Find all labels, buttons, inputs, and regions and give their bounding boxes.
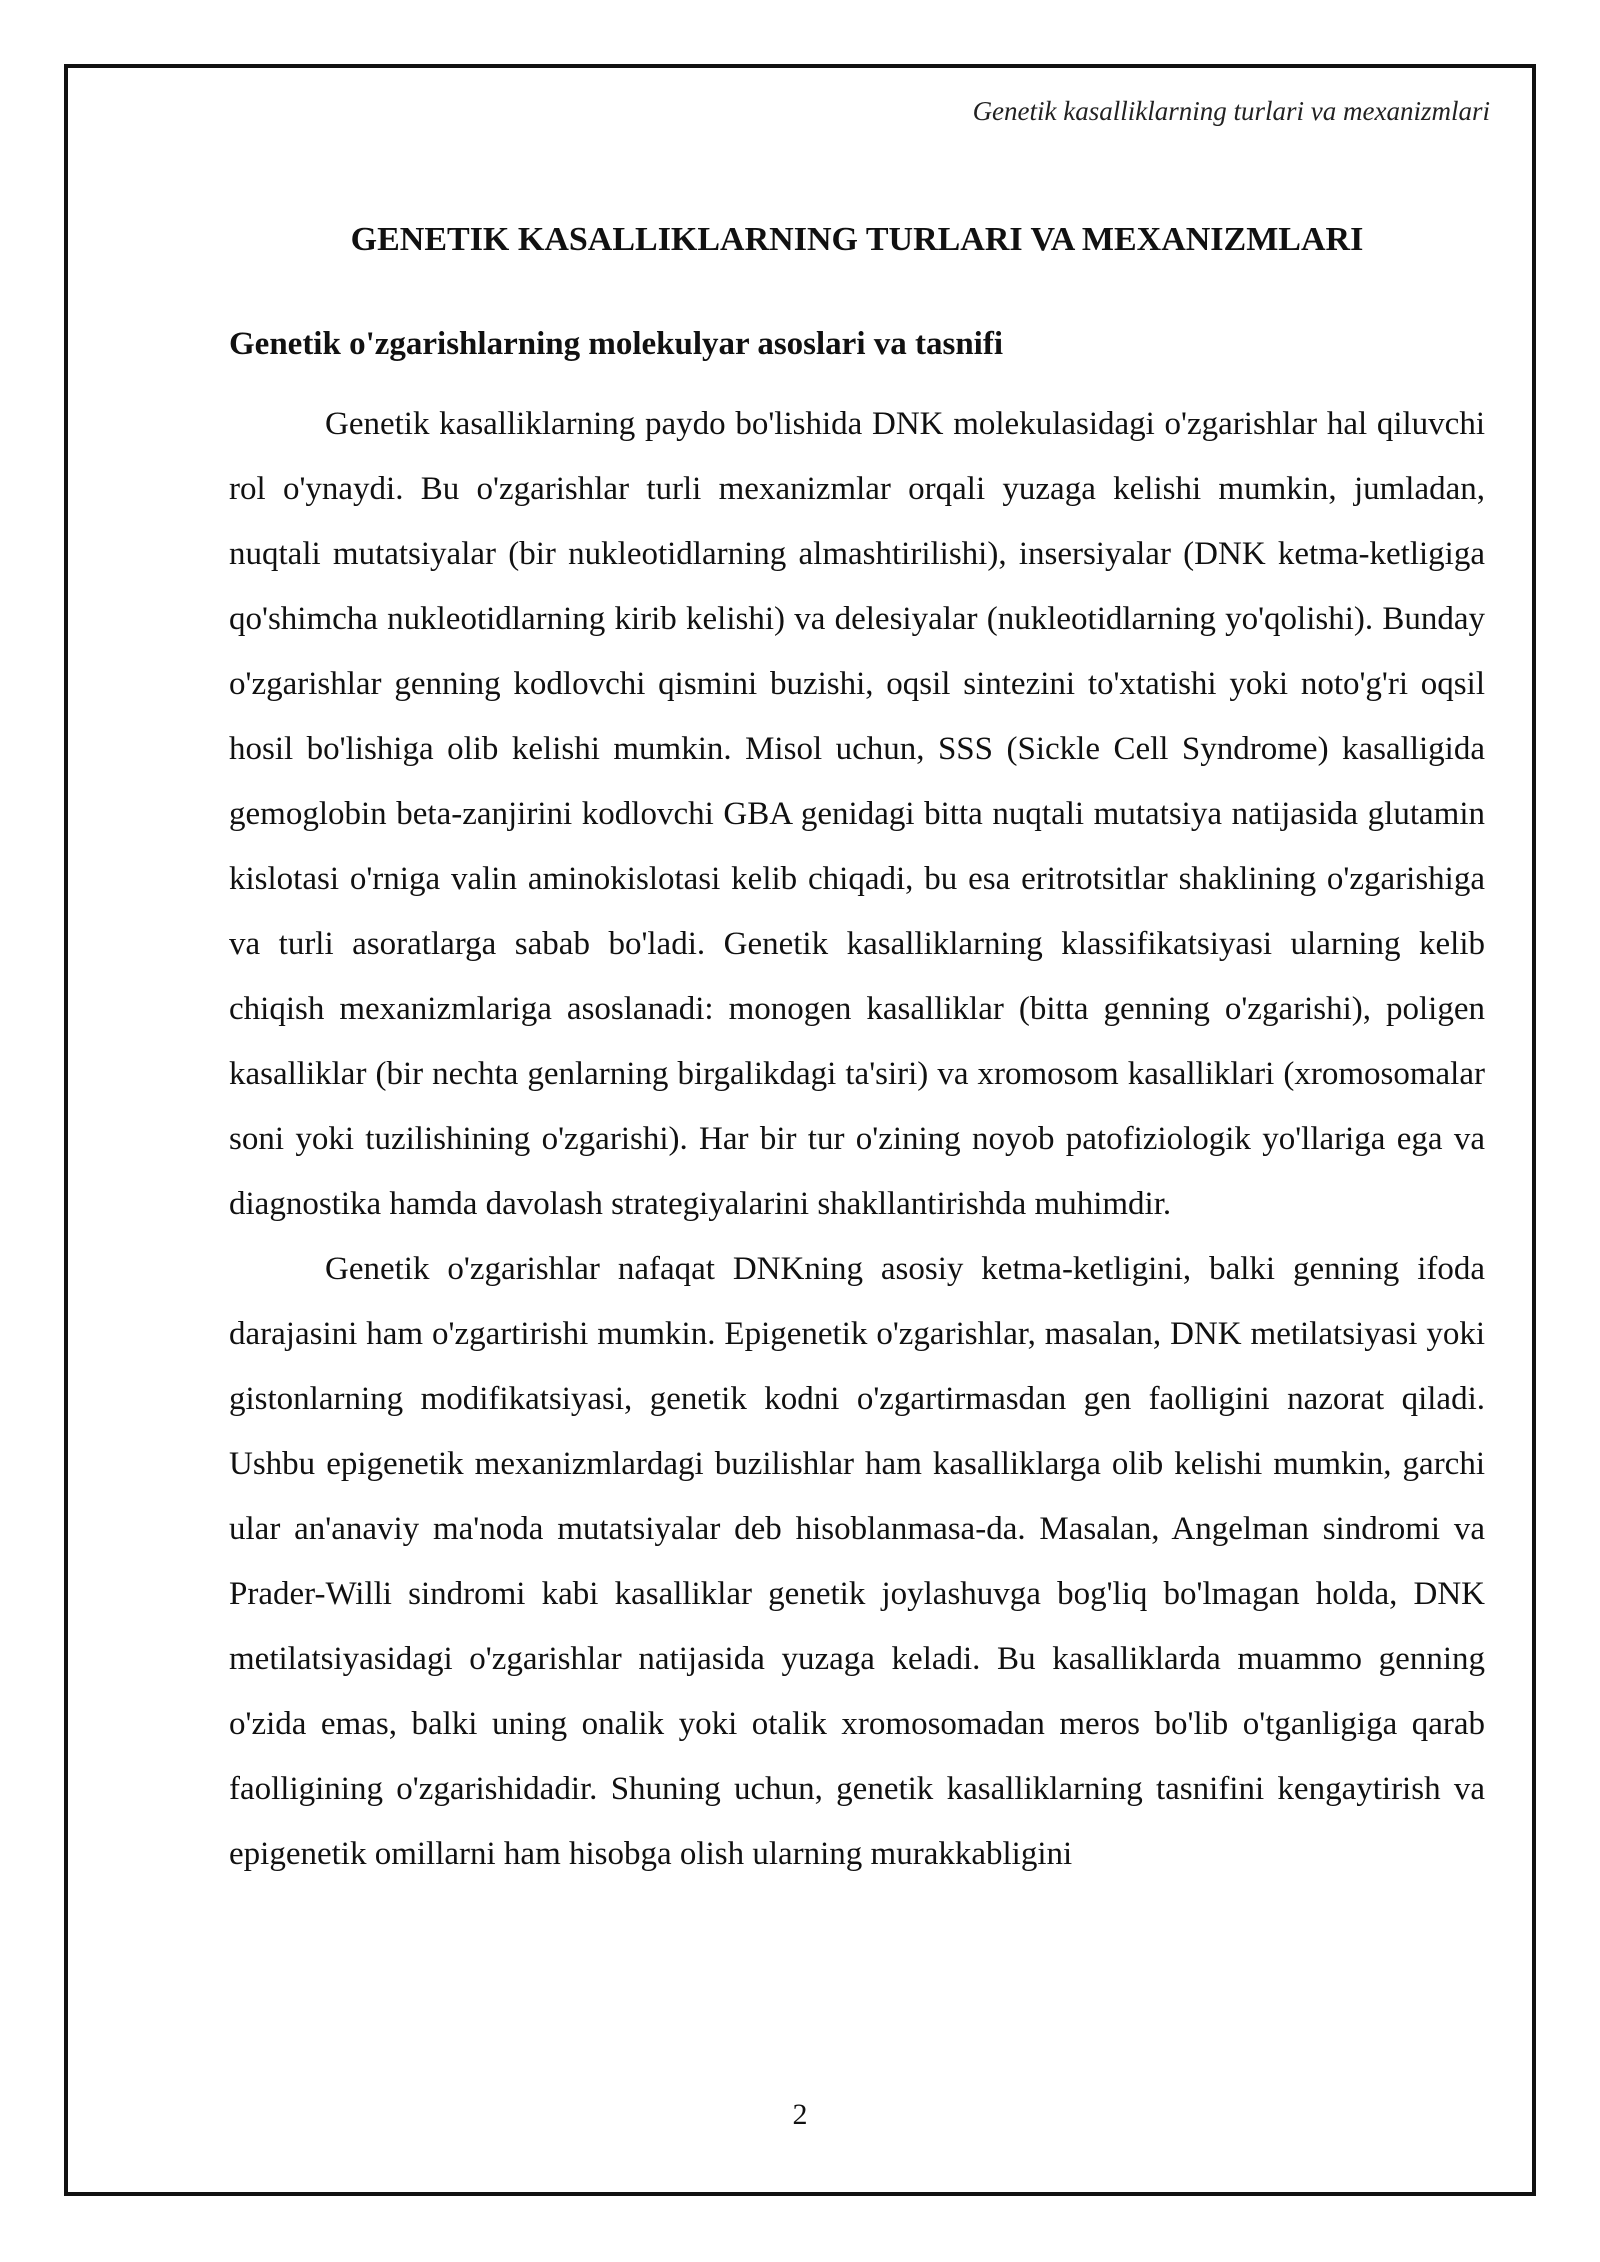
page-number: 2	[792, 2098, 808, 2131]
paragraph-1: Genetik kasalliklarning paydo bo'lishida DNK molekulasidagi o'zgarishlar hal qiluvchi rol o'ynaydi. Bu o'zgarishlar turli mexanizmlar orqali yuzaga kelishi mumkin, jumladan, nuqtali mutatsiyalar (bir nukleotidlarning almashtirilishi), insersiyalar (DNK ketma-ketligiga qo'shimcha nukleotidlarning kirib kelishi) va delesiyalar (nukleotidlarning yo'qolishi). Bunday o'zgarishlar genning kodlovchi qismini buzishi, oqsil sintezini to'xtatishi yoki noto'g'ri oqsil hosil bo'lishiga olib kelishi mumkin. Misol uchun, SSS (Sickle Cell Syndrome) kasalligida gemoglobin beta-zanjirini kodlovchi GBA genidagi bitta nuqtali mutatsiya natijasida glutamin kislotasi o'rniga valin aminokislotasi kelib chiqadi, bu esa eritrotsitlar shaklining o'zgarishiga va turli asoratlarga sabab bo'ladi. Genetik kasalliklarning klassifikatsiyasi ularning kelib chiqish mexanizmlariga asoslanadi: monogen kasalliklar (bitta genning o'zgarishi), poligen kasalliklar (bir nechta genlarning birgalikdagi ta'siri) va xromosom kasalliklari (xromosomalar soni yoki tuzilishining o'zgarishi). Har bir tur o'zining noyob patofiziologik yo'llariga ega va diagnostika hamda davolash strategiyalarini shakllantirishda muhimdir.	[229, 406, 1485, 1222]
paragraph-2: Genetik o'zgarishlar nafaqat DNKning asosiy ketma-ketligini, balki genning ifoda darajasini ham o'zgartirishi mumkin. Epigenetik o'zgarishlar, masalan, DNK metilatsiyasi yoki gistonlarning modifikatsiyasi, genetik kodni o'zgartirmasdan gen faolligini nazorat qiladi. Ushbu epigenetik mexanizmlardagi buzilishlar ham kasalliklarga olib kelishi mumkin, garchi ular an'anaviy ma'noda mutatsiyalar deb hisoblanmasa-da. Masalan, Angelman sindromi va Prader-Willi sindromi kabi kasalliklar genetik joylashuvga bog'liq bo'lmagan holda, DNK metilatsiyasidagi o'zgarishlar natijasida yuzaga keladi. Bu kasalliklarda muammo genning o'zida emas, balki uning onalik yoki otalik xromosomadan meros bo'lib o'tganligiga qarab faolligining o'zgarishidadir. Shuning uchun, genetik kasalliklarning tasnifini kengaytirish va epigenetik omillarni ham hisobga olish ularning murakkabligini	[229, 1251, 1485, 1872]
section-heading: Genetik o'zgarishlarning molekulyar asoslari va tasnifi	[229, 326, 1004, 362]
document-title: GENETIK KASALLIKLARNING TURLARI VA MEXANIZMLARI	[350, 221, 1364, 258]
page-content	[229, 210, 1485, 1887]
running-header: Genetik kasalliklarning turlari va mexanizmlari	[972, 96, 1490, 126]
